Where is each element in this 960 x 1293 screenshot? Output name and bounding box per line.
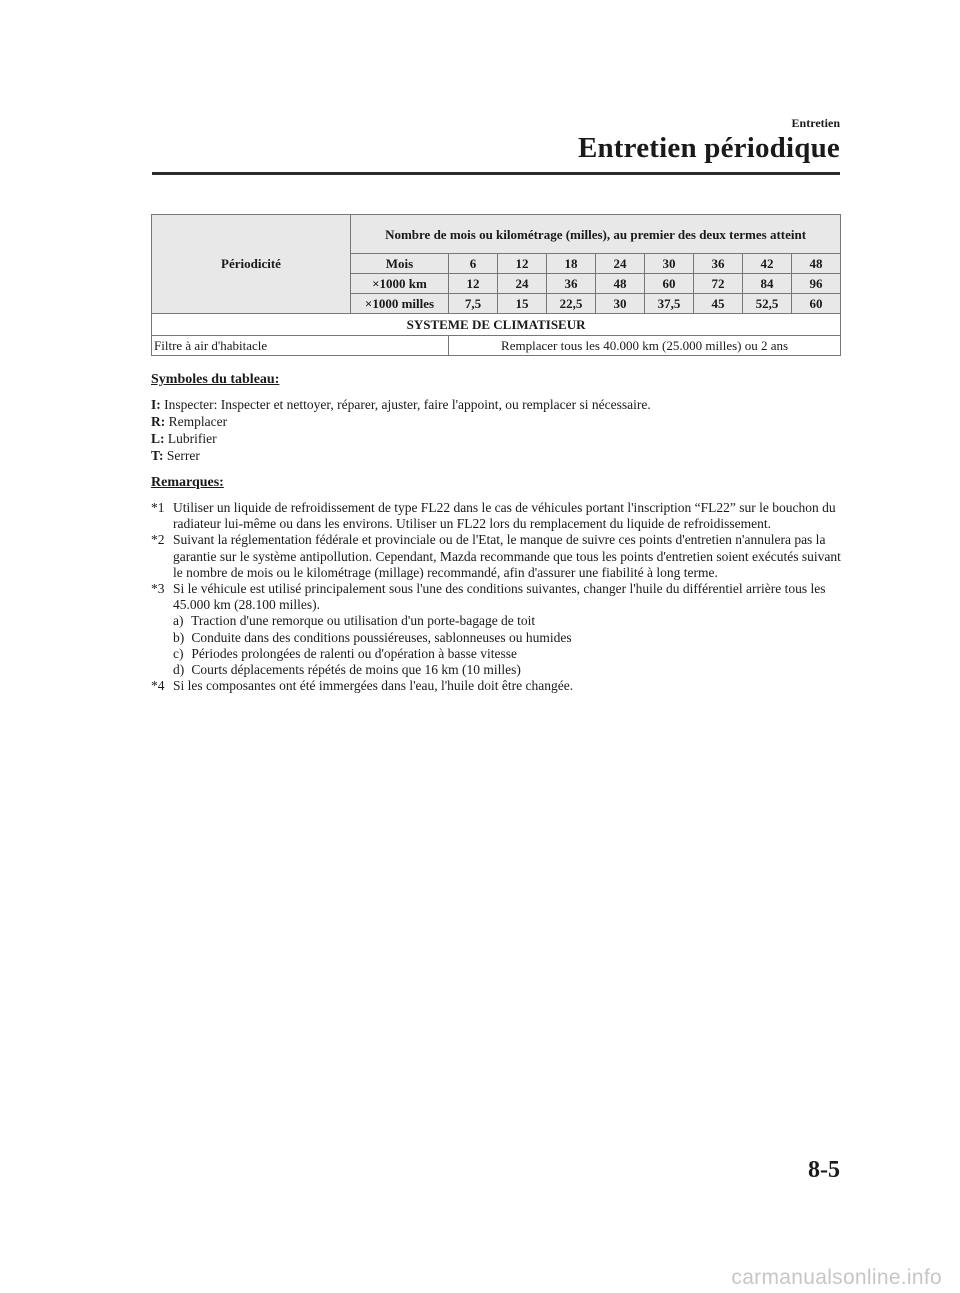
condition-item [151,613,841,629]
watermark: carmanualsonline.info [731,1266,942,1289]
symbol-key: R: [151,414,166,429]
row-label: ×1000 milles [351,294,449,314]
table-cell: 12 [498,254,547,274]
list-item [151,447,651,464]
note-item [151,678,841,694]
table-cell: 48 [792,254,841,274]
symbol-text: Lubrifier [167,431,217,446]
table-cell: 42 [743,254,792,274]
symbol-text: Serrer [166,448,200,463]
condition-text: Courts déplacements répétés de moins que 16 km (10 milles) [191,662,521,678]
condition-text: Traction d'une remorque ou utilisation d'un porte-bagage de toit [191,613,536,629]
page-title: Entretien périodique [577,132,840,164]
condition-letter: c) [173,645,184,661]
note-item [151,581,841,613]
symbol-text: Inspecter: Inspecter et nettoyer, réparer, ajuster, faire l'appoint, ou remplacer si nécessaire. [164,397,651,412]
note-number: *4 [151,678,165,694]
table-cell: 24 [596,254,645,274]
list-item [151,396,651,413]
table-cell: 30 [596,294,645,314]
symbols-list [151,396,651,464]
note-text: Si le véhicule est utilisé principalement sous l'une des conditions suivantes, changer l'huile du différentiel arrière tous les 45.000 km (28.100 milles). [173,581,826,613]
interval-heading: Nombre de mois ou kilométrage (milles), au premier des deux termes atteint [351,215,841,254]
table-cell: 60 [792,294,841,314]
item-action: Remplacer tous les 40.000 km (25.000 milles) ou 2 ans [449,336,841,356]
symbol-key: I: [151,397,161,412]
condition-text: Conduite dans des conditions poussiéreuses, sablonneuses ou humides [191,629,572,645]
symbol-key: L: [151,431,165,446]
table-cell: 6 [449,254,498,274]
note-text: Suivant la réglementation fédérale et provinciale ou de l'Etat, le manque de suivre ces points d'entretien n'annulera pas la garantie sur le système antipollution. Cependant, Mazda recommande que tous les points d'entretien soient exécutés suivant le nombre de mois ou le kilométrage (millage) recommandé, afin d'assurer une fiabilité à long terme. [173,532,841,580]
row-label: ×1000 km [351,274,449,294]
table-cell: 36 [694,254,743,274]
table-cell: 30 [645,254,694,274]
condition-letter: b) [173,629,185,645]
table-cell: 36 [547,274,596,294]
table-cell: 15 [498,294,547,314]
table-cell: 7,5 [449,294,498,314]
header-divider [152,172,840,175]
table-cell: 72 [694,274,743,294]
page-number: 8-5 [808,1157,840,1183]
note-item [151,532,841,581]
symbols-title: Symboles du tableau: [151,372,280,387]
condition-text: Périodes prolongées de ralenti ou d'opération à basse vitesse [191,645,517,661]
table-cell: 45 [694,294,743,314]
symbol-text: Remplacer [168,414,228,429]
periodicity-header: Périodicité [152,215,351,314]
item-name: Filtre à air d'habitacle [152,336,449,356]
row-label: Mois [351,254,449,274]
symbol-key: T: [151,448,164,463]
header-section-label: Entretien [791,116,840,130]
table-cell: 52,5 [743,294,792,314]
note-text: Si les composantes ont été immergées dans l'eau, l'huile doit être changée. [173,678,574,694]
condition-item [151,662,841,678]
notes-list [151,500,841,694]
table-cell: 18 [547,254,596,274]
note-text: Utiliser un liquide de refroidissement de type FL22 dans le cas de véhicules portant l'inscription “FL22” sur le bouchon du radiateur lui-même ou dans les environs. Utiliser un FL22 lors du remplacement du liquide de refroidissement. [173,500,836,532]
note-item [151,500,841,532]
table-cell: 37,5 [645,294,694,314]
table-cell: 22,5 [547,294,596,314]
table-cell: 48 [596,274,645,294]
note-number: *3 [151,581,165,597]
list-item [151,413,651,430]
system-row [152,314,841,336]
table-cell: 60 [645,274,694,294]
table-cell: 84 [743,274,792,294]
table-cell: 96 [792,274,841,294]
list-item [151,430,651,447]
table-cell: 12 [449,274,498,294]
note-number: *1 [151,500,165,515]
table-row [152,336,841,356]
maintenance-table [151,214,841,356]
notes-title: Remarques: [151,475,224,490]
condition-item [151,646,841,662]
table-cell: 24 [498,274,547,294]
system-heading: SYSTEME DE CLIMATISEUR [152,314,841,336]
note-number: *2 [151,532,165,548]
condition-letter: d) [173,662,185,678]
condition-item [151,630,841,646]
condition-letter: a) [173,613,184,629]
